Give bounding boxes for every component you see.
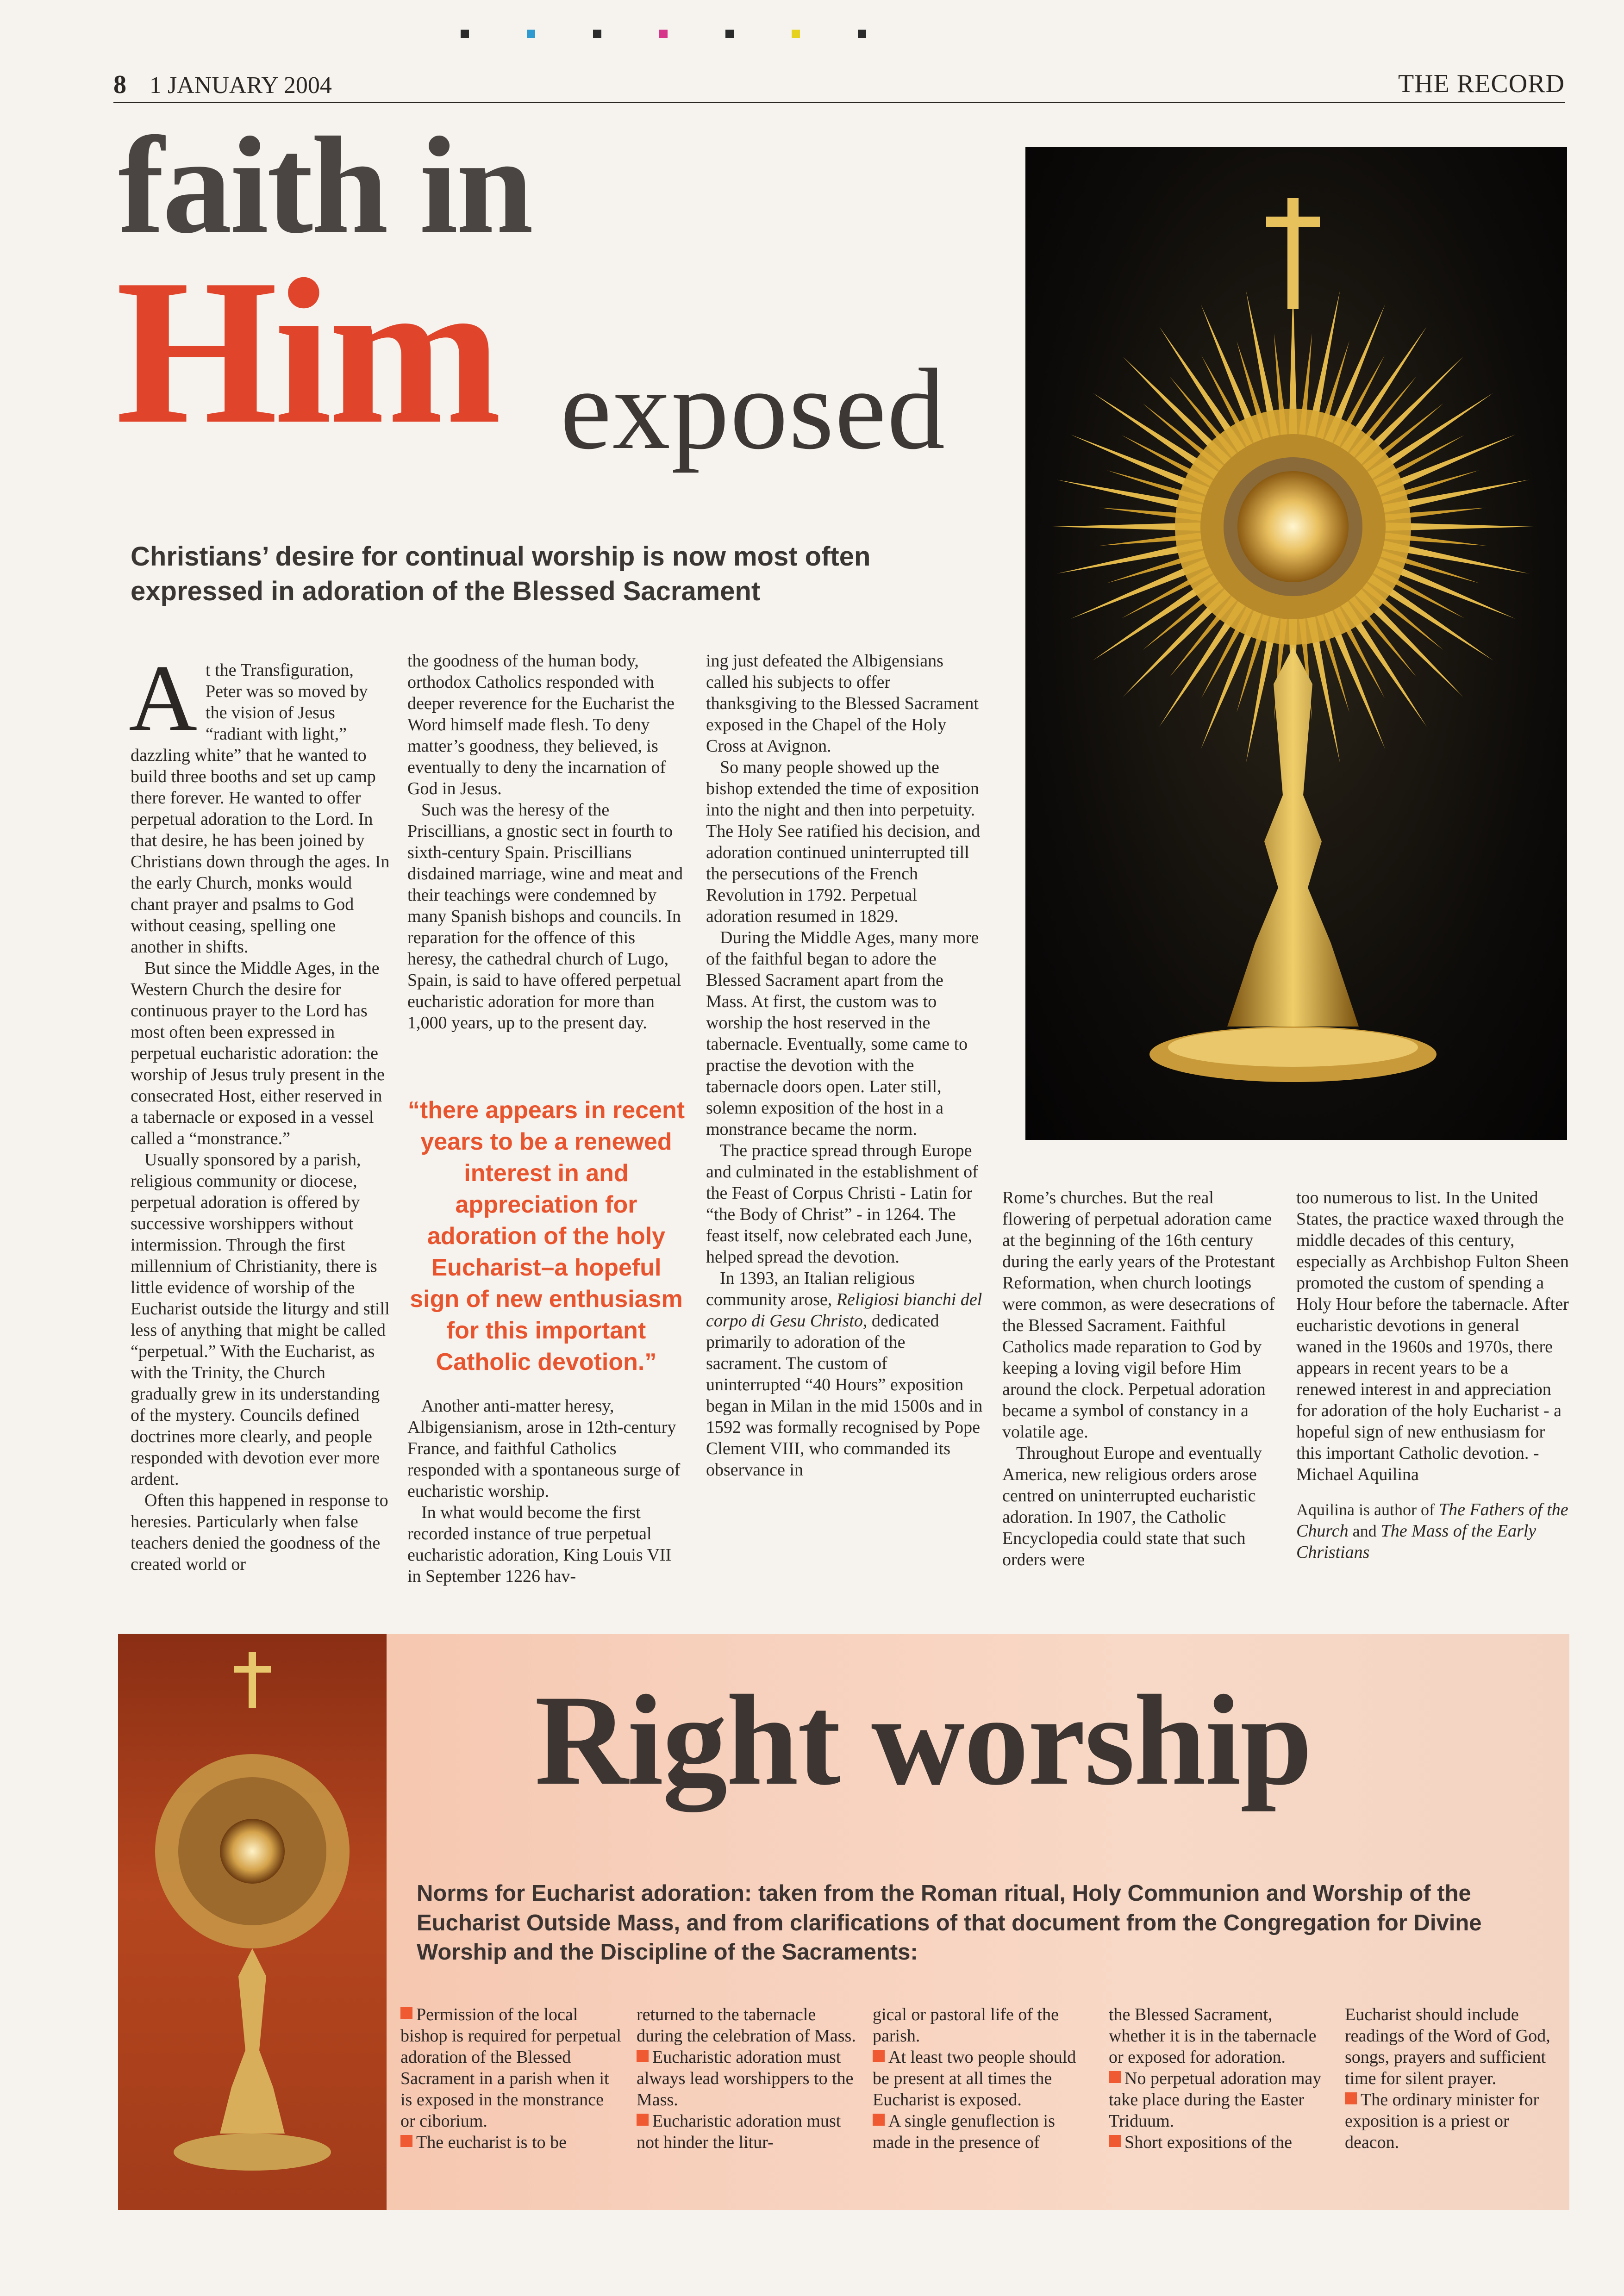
bullet-square-icon <box>400 2007 412 2019</box>
article-paragraph: So many people showed up the bishop extended the time of exposition into the night and then into perpetuity. The Holy See ratified his decision, and adoration continued uninterrupted till the persecutions of the French Revolution in 1792. Perpetual adoration resumed in 1829. <box>706 758 981 926</box>
bullet-square-icon <box>400 2135 412 2147</box>
norm-text: The ordinary minister for exposition is a priest or deacon. <box>1345 2090 1539 2152</box>
article-paragraph <box>706 1268 984 1481</box>
bio-text: Aquilina is author of <box>1296 1500 1435 1519</box>
norm-item <box>1109 2132 1331 2153</box>
headline-line-1: faith in <box>118 108 532 262</box>
norm-item <box>873 2004 1095 2047</box>
headline-line-2: Him <box>116 236 498 467</box>
article-paragraph: t the Transfiguration, Peter was so moved by the vision of Jesus “radiant with light,” dazzling white” that he wanted to build three booths and set up camp there forever. He wanted to offer perpetual adoration to the Lord. In that desire, he has been joined by Christians down through the ages. In the early Church, monks would chant prayer and psalms to God without ceasing, spelling one another in shifts. <box>131 660 390 957</box>
article-paragraph: ing just defeated the Albigensians called his subjects to offer thanksgiving to the Blessed Sacrament exposed in the Chapel of the Holy Cross at Avignon. <box>706 651 979 756</box>
article-column-2-lower <box>407 1395 685 1587</box>
article-paragraph: the goodness of the human body, orthodox Catholics responded with deeper reverence for the Eucharist the Word himself made flesh. To deny matter’s goodness, they believed, is eventually to deny the incarnation of God in Jesus. <box>407 651 675 798</box>
bullet-square-icon <box>873 2114 885 2126</box>
article-paragraph: too numerous to list. In the United States, the practice waxed through the middle decades of this century, especially as Archbishop Fulton Sheen promoted the custom of spending a Holy Hour before the tabernacle. After eucharistic devotions in general waned in the 1960s and 1970s, there appears in recent years to be a renewed interest in and appreciation for adoration of the holy Eucharist - a hopeful sign of new enthusiasm for this important Catholic devotion. - Michael Aquilina <box>1296 1188 1569 1484</box>
article-paragraph: During the Middle Ages, many more of the faithful began to adore the Blessed Sacrament apart from the Mass. At first, the custom was to worship the host reserved in the tabernacle. Eventually, some came to practise the devotion with the tabernacle doors open. Later still, solemn exposition of the host in a monstrance became the norm. <box>706 928 979 1139</box>
bullet-square-icon <box>1109 2071 1121 2083</box>
bullet-square-icon <box>873 2050 885 2062</box>
bullet-square-icon <box>637 2050 649 2062</box>
norm-item <box>637 2047 859 2110</box>
box-column-5 <box>1345 2004 1567 2153</box>
article-column-5 <box>1296 1187 1569 1563</box>
article-deck: Christians’ desire for continual worship is now most often expressed in adoration of the Blessed Sacrament <box>131 541 871 607</box>
norm-text: Permission of the local bishop is required for perpetual adoration of the Blessed Sacrament in a parish when it is exposed in the monstrance or ciborium. <box>400 2005 621 2131</box>
norm-item <box>873 2047 1095 2110</box>
box-column-1 <box>400 2004 623 2153</box>
registration-mark <box>593 30 601 38</box>
author-bio <box>1296 1499 1569 1563</box>
bullet-square-icon <box>637 2114 649 2126</box>
registration-mark <box>792 30 800 38</box>
norm-item <box>400 2132 623 2153</box>
article-paragraph: Throughout Europe and eventually America, new religious orders arose centred on uninterrupted eucharistic adoration. In 1907, the Catholic Encyclopedia could state that such orders were <box>1002 1444 1262 1569</box>
bullet-square-icon <box>1345 2092 1357 2104</box>
norm-text: Eucharistic adoration must always lead worshippers to the Mass. <box>637 2047 854 2109</box>
registration-mark <box>659 30 668 38</box>
article-paragraph: But since the Middle Ages, in the Western Church the desire for continuous prayer to the Lord has most often been expressed in perpetual eucharistic adoration: the worship of Jesus truly present in the consecrated Host, either reserved in a tabernacle or exposed in a vessel called a “monstrance.” <box>131 958 385 1148</box>
norm-item <box>637 2110 859 2153</box>
box-column-2 <box>637 2004 859 2153</box>
norm-text: Eucharistic adoration must not hinder the litur- <box>637 2111 841 2152</box>
monstrance-icon <box>1025 147 1567 1140</box>
norm-item <box>400 2004 623 2132</box>
norm-text: Eucharist should include readings of the Word of God, songs, prayers and sufficient time for silent prayer. <box>1345 2005 1550 2088</box>
box-deck: Norms for Eucharist adoration: taken from the Roman ritual, Holy Communion and Worship of the Eucharist Outside Mass, and from clarifications of that document from the Congregation for Divine Worship and the Discipline of the Sacraments: <box>417 1881 1482 1965</box>
pull-quote: “there appears in recent years to be a renewed interest in and appreciation for adoration of the holy Eucharist–a hopeful sign of new enthusiasm for this important Catholic devotion.” <box>407 1097 685 1375</box>
norm-item <box>1109 2068 1331 2132</box>
headline-line-3: exposed <box>560 345 946 473</box>
box-column-3 <box>873 2004 1095 2153</box>
order-name: Religiosi bianchi del corpo di Gesu Christo <box>706 1290 982 1331</box>
norm-text: The eucharist is to be <box>416 2133 567 2152</box>
norm-item <box>637 2004 859 2047</box>
article-paragraph: Usually sponsored by a parish, religious community or diocese, perpetual adoration is offered by successive worshippers without intermission. Through the first millennium of Christianity, there is little evidence of worship of the Eucharist outside the liturgy and still less of anything that might be called “perpetual.” With the Eucharist, as with the Trinity, the Church gradually grew in its understanding of the mystery. Councils defined doctrines more clearly, and people responded with devotion ever more ardent. <box>131 1150 390 1489</box>
registration-marks <box>461 30 866 38</box>
box-column-4 <box>1109 2004 1331 2153</box>
right-worship-box <box>118 1634 1569 2210</box>
bio-text: and <box>1352 1522 1377 1540</box>
monstrance-photo <box>1025 147 1567 1140</box>
text-run: , dedicated primarily to adoration of the sacrament. The custom of uninterrupted “40 Hours” exposition began in Milan in the mid 1500s and in 1592 was formally recognised by Pope Clement VIII, who commanded its observance in <box>706 1311 983 1480</box>
norm-text: No perpetual adoration may take place during the Easter Triduum. <box>1109 2069 1322 2131</box>
norm-item <box>873 2110 1095 2153</box>
text-run: In 1393, an Italian religious community arose, <box>706 1269 915 1309</box>
publication-name: THE RECORD <box>1398 69 1565 98</box>
book-title: The Fathers of the Church <box>1296 1500 1568 1541</box>
box-title: Right worship <box>535 1668 1312 1812</box>
norm-text: A single genuflection is made in the presence of <box>873 2111 1055 2152</box>
article-column-3 <box>706 650 984 1481</box>
norm-text: gical or pastoral life of the parish. <box>873 2005 1059 2046</box>
registration-mark <box>461 30 469 38</box>
page-header <box>113 67 1565 103</box>
monstrance-photo-small <box>118 1634 387 2210</box>
norm-text: At least two people should be present at all times the Eucharist is exposed. <box>873 2047 1076 2109</box>
monstrance-icon <box>118 1634 387 2210</box>
article-paragraph: Such was the heresy of the Priscillians, a gnostic sect in fourth to sixth-century Spain. Priscillians disdained marriage, wine and meat and their teachings were condemned by many Spanish bishops and councils. In reparation for the offence of this heresy, the cathedral church of Lugo, Spain, is said to have offered perpetual eucharistic adoration for more than 1,000 years, up to the present day. <box>407 800 683 1033</box>
book-title: The Mass of the Early Christians <box>1296 1521 1537 1562</box>
norm-item <box>1345 2004 1567 2089</box>
norm-item <box>1345 2089 1567 2153</box>
registration-mark <box>725 30 734 38</box>
article-paragraph: The practice spread through Europe and culminated in the establishment of the Feast of Corpus Christi - Latin for “the Body of Christ” - in 1264. The feast itself, now celebrated each June, helped spread the devotion. <box>706 1141 978 1267</box>
norm-item <box>1109 2004 1331 2068</box>
registration-mark <box>527 30 535 38</box>
bullet-square-icon <box>1109 2135 1121 2147</box>
article-paragraph: Rome’s churches. But the real flowering of perpetual adoration came at the beginning of the 16th century during the early years of the Protestant Reformation, when church lootings were common, as were desecrations of the Blessed Sacrament. Faithful Catholics made reparation to God by keeping a loving vigil before Him around the clock. Perpetual adoration became a symbol of constancy in a volatile age. <box>1002 1188 1275 1442</box>
article-paragraph: In what would become the first recorded instance of true perpetual eucharistic adoration, King Louis VII in September 1226 hav- <box>407 1503 672 1586</box>
article-column-4 <box>1002 1187 1280 1570</box>
article-column-2 <box>407 650 685 1033</box>
norm-text: the Blessed Sacrament, whether it is in the tabernacle or exposed for adoration. <box>1109 2005 1317 2067</box>
registration-mark <box>858 30 866 38</box>
article-column-1 <box>129 646 392 1575</box>
page-number: 8 <box>113 70 126 99</box>
issue-date: 1 JANUARY 2004 <box>150 72 332 99</box>
norm-text: returned to the tabernacle during the celebration of Mass. <box>637 2005 856 2046</box>
drop-cap: A <box>129 646 198 751</box>
article-paragraph: Another anti-matter heresy, Albigensianism, arose in 12th-century France, and faithful Catholics responded with a spontaneous surge of eucharistic worship. <box>407 1396 681 1501</box>
article-paragraph: Often this happened in response to heresies. Particularly when false teachers denied the goodness of the created world or <box>131 1491 388 1574</box>
norm-text: Short expositions of the <box>1124 2133 1293 2152</box>
